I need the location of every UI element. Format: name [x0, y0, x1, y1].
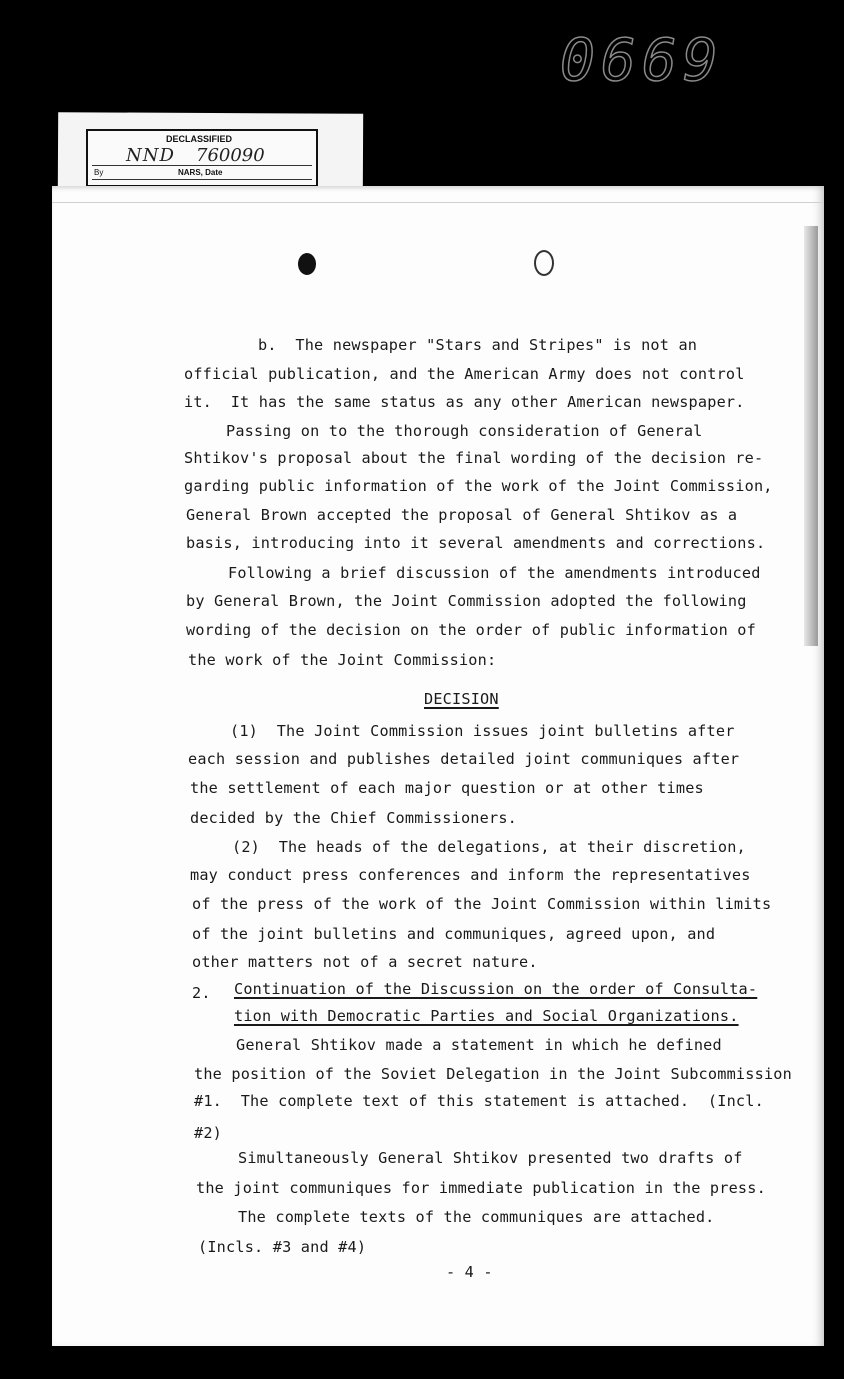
doc-line: the position of the Soviet Delegation in the Joint Subcommission	[194, 1065, 792, 1083]
doc-line: official publication, and the American Army does not control	[184, 365, 745, 383]
stamp-divider	[92, 179, 312, 180]
stamp-divider	[92, 165, 312, 166]
doc-line: Simultaneously General Shtikov presented two drafts of	[238, 1149, 743, 1167]
doc-line: basis, introducing into it several amendments and corrections.	[186, 534, 766, 552]
doc-line: may conduct press conferences and inform the representatives	[190, 866, 751, 884]
section-heading-line: Continuation of the Discussion on the order of Consulta-	[234, 980, 758, 998]
doc-line: it. It has the same status as any other American newspaper.	[184, 393, 745, 411]
doc-line: b. The newspaper "Stars and Stripes" is not an	[258, 336, 698, 354]
doc-line: Shtikov's proposal about the final wording of the decision re-	[184, 449, 764, 467]
doc-line: Following a brief discussion of the amendments introduced	[228, 564, 761, 582]
doc-line: (2) The heads of the delegations, at their discretion,	[232, 838, 746, 856]
doc-line: (1) The Joint Commission issues joint bulletins after	[230, 722, 735, 740]
doc-line: The complete texts of the communiques are attached.	[238, 1208, 715, 1226]
doc-line: garding public information of the work of the Joint Commission,	[184, 477, 773, 495]
doc-line: General Shtikov made a statement in which he defined	[236, 1036, 722, 1054]
doc-line: by General Brown, the Joint Commission adopted the following	[186, 592, 747, 610]
page-fold-line	[52, 202, 824, 203]
doc-line: each session and publishes detailed joint communiques after	[188, 750, 740, 768]
stamp-by-label: By	[94, 168, 104, 177]
stamp-nars-date-label: NARS, Date	[178, 168, 223, 177]
page-number: - 4 -	[446, 1263, 493, 1281]
doc-line: General Brown accepted the proposal of General Shtikov as a	[186, 506, 738, 524]
doc-line: the work of the Joint Commission:	[188, 651, 497, 669]
doc-line: the joint communiques for immediate publication in the press.	[196, 1179, 766, 1197]
section-number: 2.	[192, 984, 211, 1002]
doc-line: decided by the Chief Commissioners.	[190, 809, 518, 827]
stamp-authority-prefix: NND	[126, 145, 175, 166]
doc-line: other matters not of a secret nature.	[192, 953, 538, 971]
page-edge-shadow	[804, 226, 818, 646]
stamp-authority-number: 760090	[196, 145, 265, 166]
stamp-declassified-label: DECLASSIFIED	[166, 134, 233, 144]
doc-line: of the joint bulletins and communiques, agreed upon, and	[192, 925, 716, 943]
declassification-stamp	[86, 129, 318, 187]
document-page	[52, 186, 824, 1346]
decision-heading: DECISION	[424, 690, 499, 708]
microfilm-frame-number: 0669	[560, 26, 724, 94]
doc-line: wording of the decision on the order of public information of	[186, 621, 756, 639]
doc-line: the settlement of each major question or at other times	[190, 779, 704, 797]
section-heading-line: tion with Democratic Parties and Social Organizations.	[234, 1007, 739, 1025]
doc-line: (Incls. #3 and #4)	[198, 1238, 367, 1256]
doc-line: Passing on to the thorough consideration of General	[226, 422, 703, 440]
doc-line: of the press of the work of the Joint Commission within limits	[192, 895, 772, 913]
doc-line: #1. The complete text of this statement is attached. (Incl.	[194, 1092, 764, 1110]
doc-line: #2)	[194, 1124, 223, 1142]
punch-hole	[298, 253, 316, 275]
punch-ring	[534, 250, 554, 276]
